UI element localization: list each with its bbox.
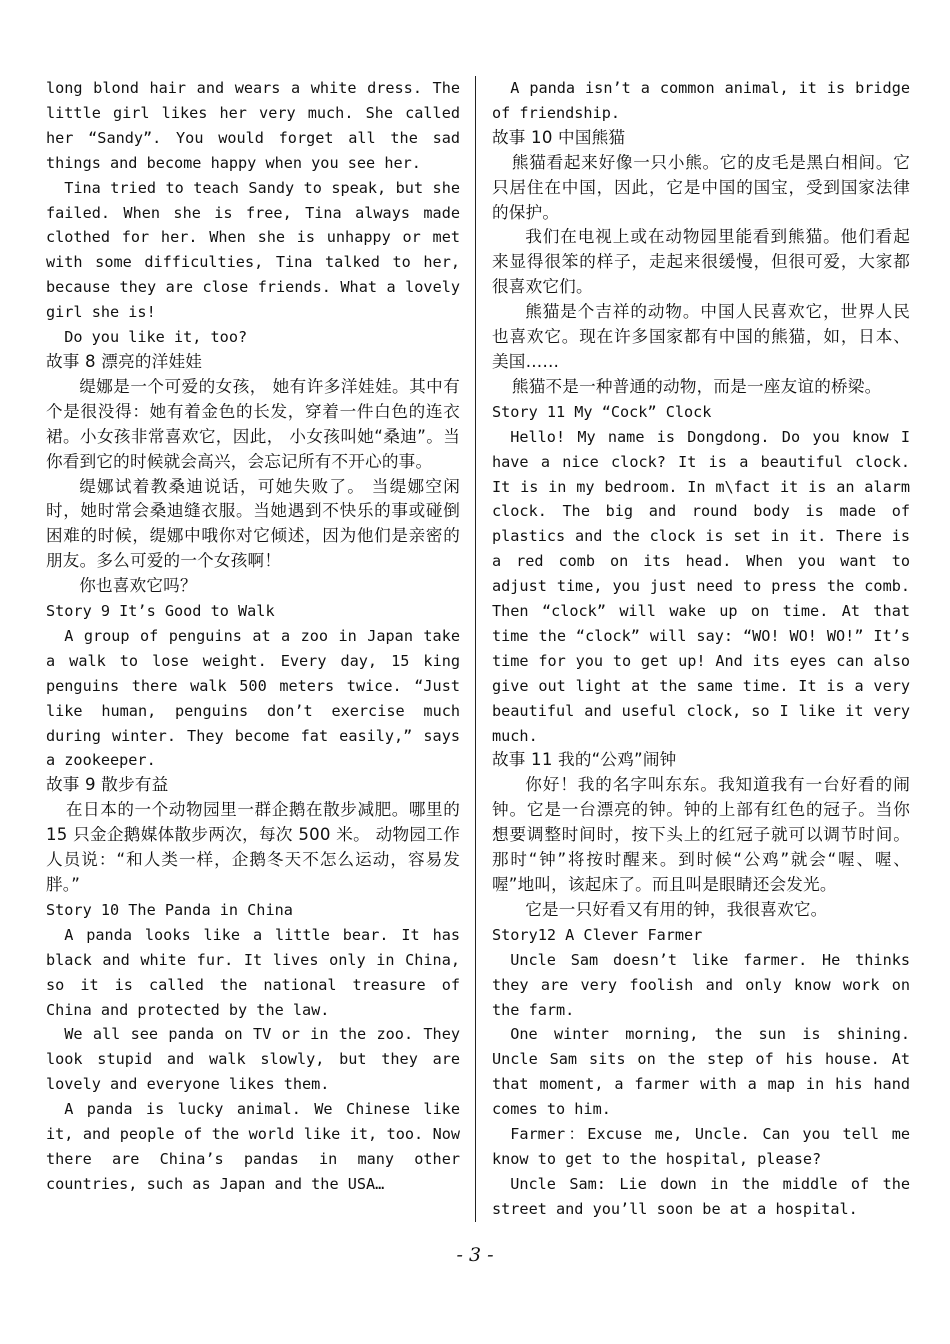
paragraph: 熊猫不是一种普通的动物，而是一座友谊的桥梁。: [511, 376, 882, 396]
story-heading: Story12 A Clever Farmer: [492, 925, 703, 944]
story-heading: 故事 11 我的“公鸡”闹钟: [492, 750, 677, 770]
paragraph: 缇娜是一个可爱的女孩， 她有许多洋娃娃。其中有个是很没得：她有着金色的长发，穿着一件白色的连衣裙。小女孩非常喜欢它，因此， 小女孩叫她“桑迪”。当你看到它的时候就会高兴，会忘记所有不开心的事。: [46, 376, 460, 471]
right-column: [492, 76, 910, 1222]
paragraph: A group of penguins at a zoo in Japan take a walk to lose weight. Every day, 15 king penguins there walk 500 meters twice. “Just like human, penguins don’t exercise much during winter. They become fat easily,” says a zookeeper.: [46, 626, 460, 770]
left-column: [46, 76, 460, 1197]
paragraph: 熊猫是个吉祥的动物。中国人民喜欢它，世界人民也喜欢它。现在许多国家都有中国的熊猫，如，日本、美国……: [492, 302, 910, 371]
story-heading: Story 11 My “Cock” Clock: [492, 402, 712, 421]
column-divider: [475, 76, 476, 1222]
paragraph: Hello! My name is Dongdong. Do you know I have a nice clock? It is a beautiful clock. It is in my bedroom. In m\fact it is an alarm clock. The big and round body is made of plastics and the clock is set in it. There is a red comb on its head. When you want to adjust time, you just need to press the comb. Then “clock” will wake up on time. At that time the “clock” will say: “WO! WO! WO!” It’s time for you to get up! And its eyes can also give out light at the same time. It is a very beautiful and useful clock, so I like it very much.: [492, 427, 910, 745]
paragraph: Uncle Sam doesn’t like farmer. He thinks they are very foolish and only know work on the farm.: [492, 950, 910, 1019]
paragraph: Tina tried to teach Sandy to speak, but she failed. When she is free, Tina always made clothed for her. When she is unhappy or met with some difficulties, Tina talked to her, because they are close friends. What a lovely girl she is!: [46, 178, 460, 322]
paragraph: One winter morning, the sun is shining. Uncle Sam sits on the step of his house. At that moment, a farmer with a map in his hand comes to him.: [492, 1025, 910, 1119]
story-heading: 故事 8 漂亮的洋娃娃: [46, 351, 203, 371]
paragraph: A panda isn’t a common animal, it is bridge of friendship.: [492, 79, 910, 122]
paragraph: 我们在电视上或在动物园里能看到熊猫。他们看起来显得很笨的样子，走起来很缓慢，但很可爱，大家都很喜欢它们。: [492, 227, 910, 297]
paragraph: We all see panda on TV or in the zoo. They look stupid and walk slowly, but they are lovely and everyone likes them.: [46, 1025, 460, 1094]
paragraph: A panda is lucky animal. We Chinese like it, and people of the world like it, too. Now there are China’s pandas in many other countries, such as Japan and the USA…: [46, 1100, 460, 1193]
paragraph: Uncle Sam: Lie down in the middle of the street and you’ll soon be at a hospital.: [492, 1174, 910, 1218]
paragraph: 熊猫看起来好像一只小熊。它的皮毛是黑白相间。它只居住在中国，因此，它是中国的国宝，受到国家法律的保护。: [492, 152, 910, 222]
paragraph: 你好！我的名字叫东东。我知道我有一台好看的闹钟。它是一台漂亮的钟。钟的上部有红色的冠子。当你想要调整时间时，按下头上的红冠子就可以调节时间。那时“钟”将按时醒来。到时候“公鸡”就会“喔、喔、喔”地叫，该起床了。而且叫是眼睛还会发光。: [492, 775, 910, 894]
story-heading: 故事 9 散步有益: [46, 775, 169, 795]
paragraph: 它是一只好看又有用的钟，我很喜欢它。: [525, 899, 828, 919]
story-heading: 故事 10 中国熊猫: [492, 127, 626, 147]
paragraph: 缇娜试着教桑迪说话，可她失败了。 当缇娜空闲时，她时常会桑迪缝衣服。当她遇到不快乐的事或碰倒困难的时候，缇娜中哦你对它倾述，因为他们是亲密的朋友。多么可爱的一个女孩啊！: [46, 476, 460, 571]
story-heading: Story 9 It’s Good to Walk: [46, 602, 275, 621]
paragraph: A panda looks like a little bear. It has black and white fur. It lives only in China, so it is called the national treasure of China and protected by the law.: [46, 925, 460, 1019]
story-heading: Story 10 The Panda in China: [46, 900, 293, 919]
paragraph: 在日本的一个动物园里一群企鹅在散步减肥。哪里的 15 只金企鹅媒体散步两次，每次 500 米。 动物园工作人员说：“和人类一样，企鹅冬天不怎么运动，容易发胖。”: [46, 800, 460, 894]
paragraph: Do you like it, too?: [64, 328, 248, 347]
page-number: - 3 -: [456, 1244, 494, 1266]
paragraph: long blond hair and wears a white dress. The little girl likes her very much. She called her “Sandy”. You would forget all the sad things and become happy when you see her.: [46, 79, 460, 172]
paragraph: 你也喜欢它吗？: [79, 576, 197, 596]
paragraph: Farmer：Excuse me, Uncle. Can you tell me know to get to the hospital, please?: [492, 1125, 910, 1168]
